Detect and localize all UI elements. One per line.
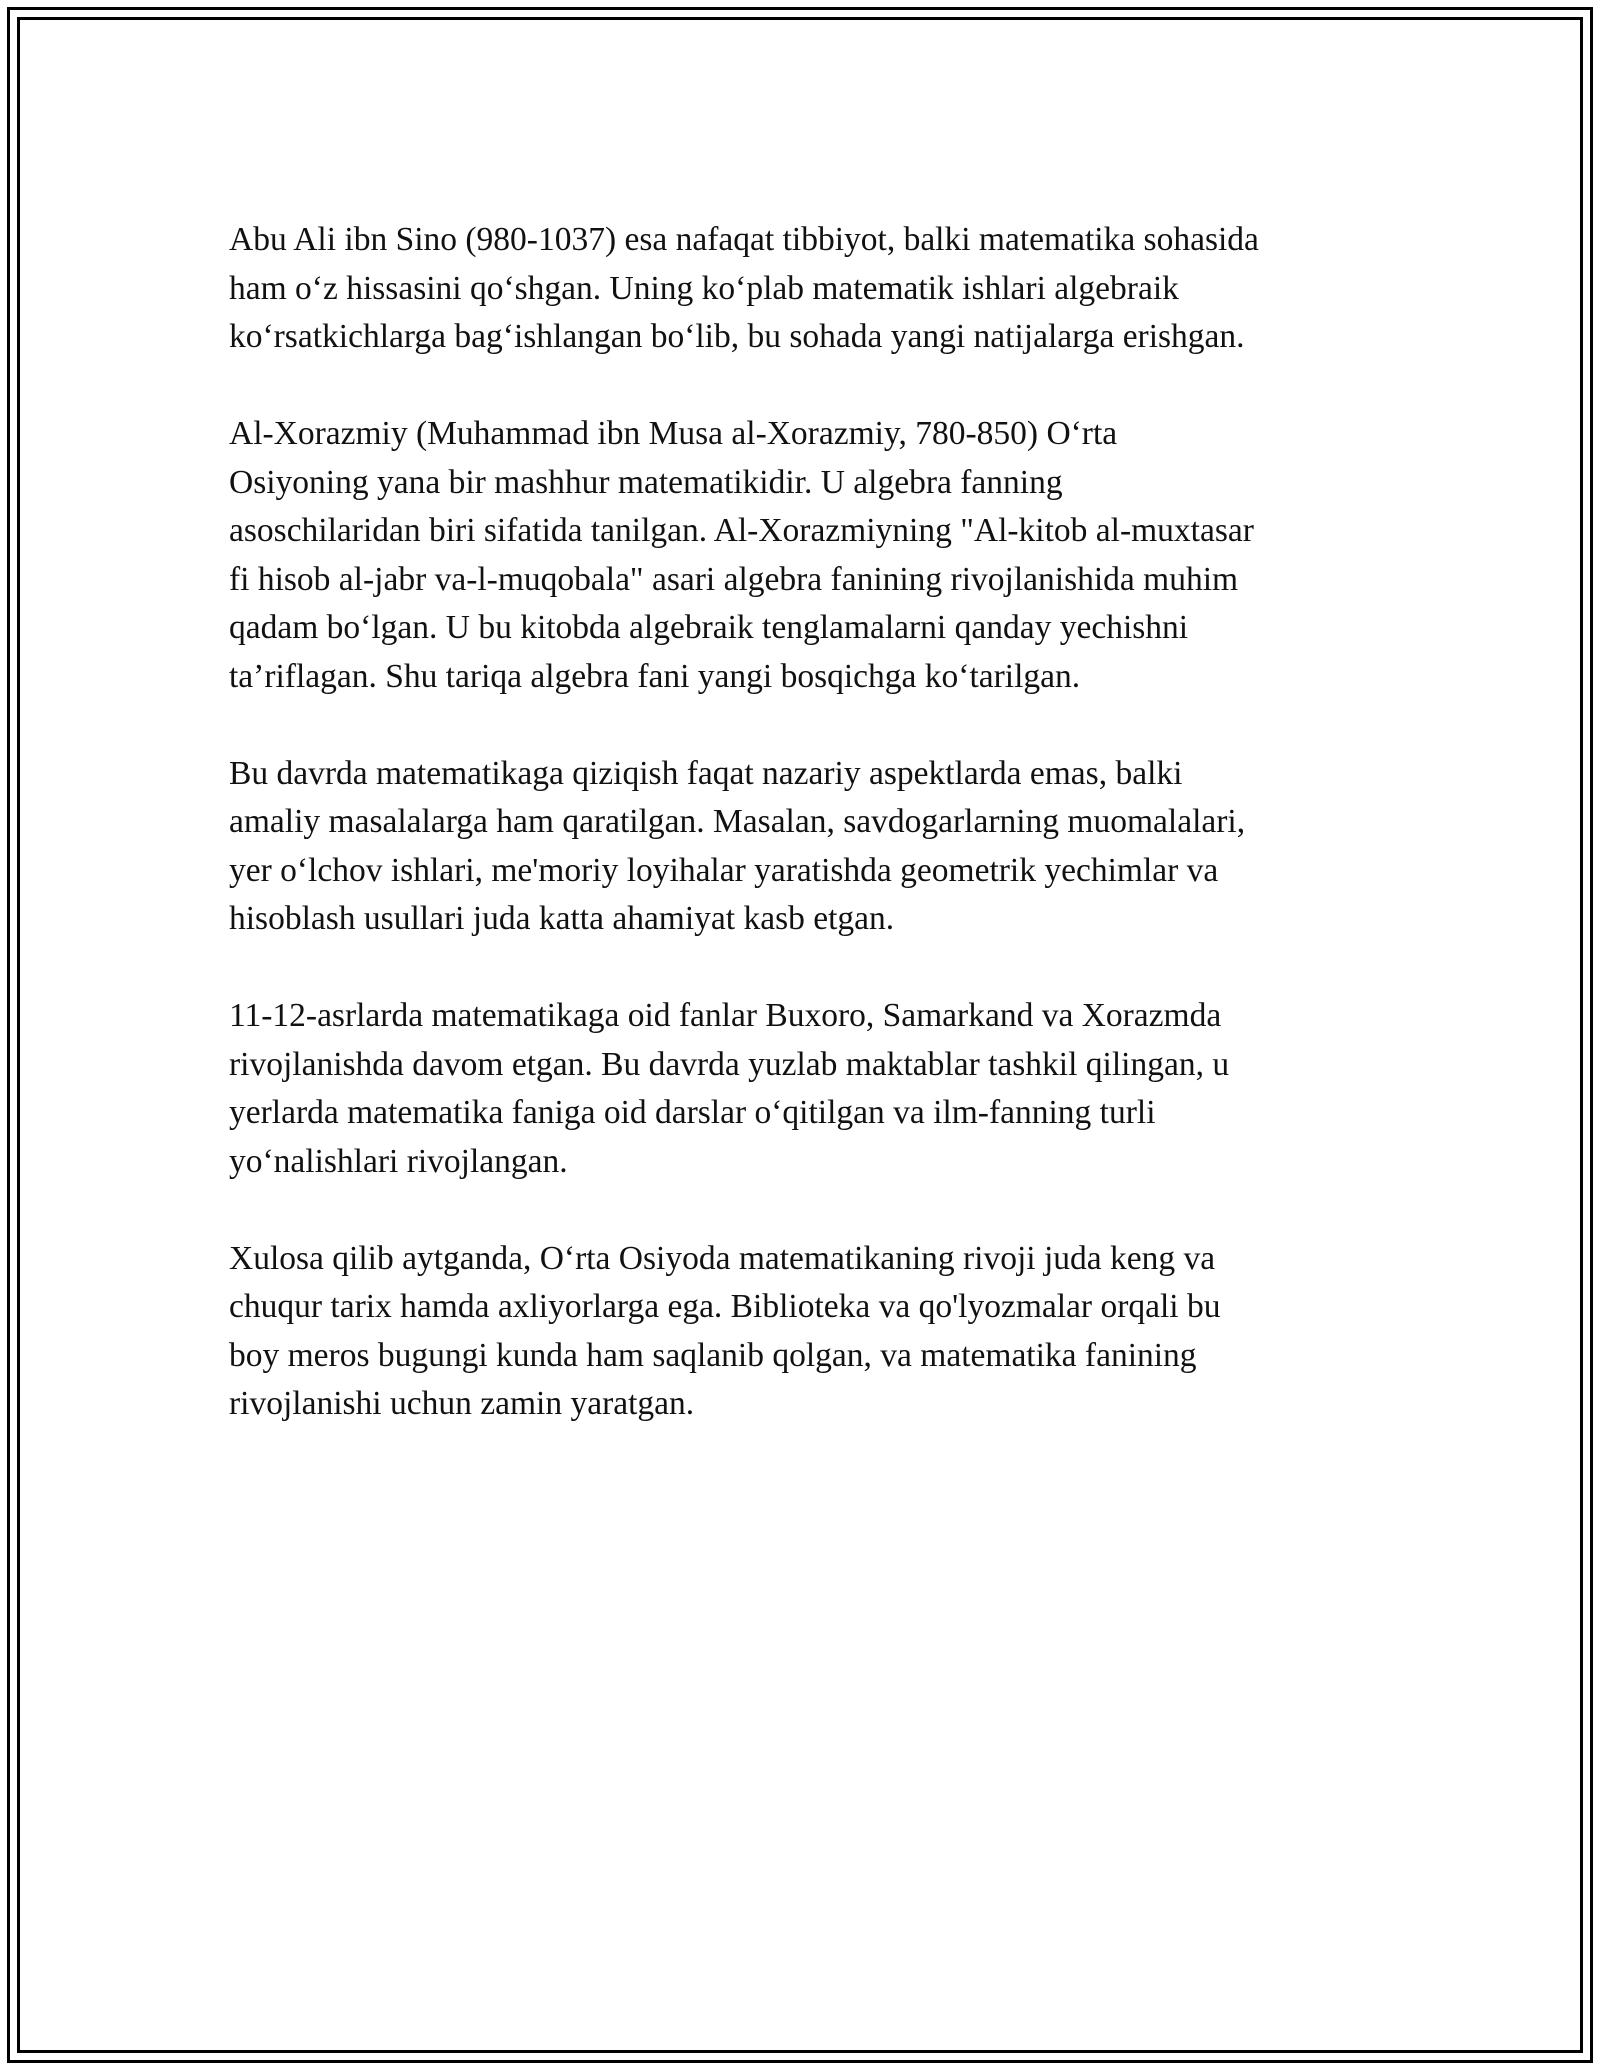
text-line: chuqur tarix hamda axliyorlarga ega. Biblioteka va qo'lyozmalar orqali bu (229, 1288, 1221, 1325)
text-line: amaliy masalalarga ham qaratilgan. Masalan, savdogarlarning muomalalari, (229, 803, 1246, 840)
paragraph-11-12-centuries (229, 992, 1379, 1186)
paragraph-al-xorazmiy (229, 410, 1379, 701)
text-line: qadam bo‘lgan. U bu kitobda algebraik tenglamalarni qanday yechishni (229, 609, 1189, 646)
text-line: Al-Xorazmiy (Muhammad ibn Musa al-Xorazmiy, 780-850) O‘rta (229, 415, 1118, 452)
text-line: yerlarda matematika faniga oid darslar o‘qitilgan va ilm-fanning turli (229, 1094, 1156, 1131)
text-line: rivojlanishda davom etgan. Bu davrda yuzlab maktablar tashkil qilingan, u (229, 1045, 1230, 1083)
document-body (229, 216, 1379, 1477)
text-line: Osiyoning yana bir mashhur matematikidir. U algebra fanning (229, 463, 1063, 501)
text-line: ham o‘z hissasini qo‘shgan. Uning ko‘plab matematik ishlari algebraik (229, 269, 1179, 307)
text-line: ta’riflagan. Shu tariqa algebra fani yangi bosqichga ko‘tarilgan. (229, 657, 1081, 695)
text-line: Xulosa qilib aytganda, O‘rta Osiyoda matematikaning rivoji juda keng va (229, 1239, 1216, 1277)
text-line: rivojlanishi uchun zamin yaratgan. (229, 1385, 695, 1422)
text-line: ko‘rsatkichlarga bag‘ishlangan bo‘lib, bu sohada yangi natijalarga erishgan. (229, 318, 1245, 355)
paragraph-conclusion (229, 1235, 1379, 1429)
paragraph-practical-mathematics (229, 750, 1379, 944)
text-line: hisoblash usullari juda katta ahamiyat kasb etgan. (229, 900, 895, 937)
text-line: Abu Ali ibn Sino (980-1037) esa nafaqat tibbiyot, balki matematika sohasida (229, 221, 1259, 258)
paragraph-ibn-sino (229, 216, 1379, 362)
text-line: fi hisob al-jabr va-l-muqobala" asari algebra fanining rivojlanishida muhim (229, 560, 1239, 598)
text-line: yer o‘lchov ishlari, me'moriy loyihalar yaratishda geometrik yechimlar va (229, 851, 1219, 889)
text-line: asoschilaridan biri sifatida tanilgan. Al-Xorazmiyning "Al-kitob al-muxtasar (229, 512, 1254, 549)
text-line: Bu davrda matematikaga qiziqish faqat nazariy aspektlarda emas, balki (229, 754, 1183, 792)
text-line: 11-12-asrlarda matematikaga oid fanlar Buxoro, Samarkand va Xorazmda (229, 997, 1222, 1034)
text-line: yo‘nalishlari rivojlangan. (229, 1142, 568, 1180)
text-line: boy meros bugungi kunda ham saqlanib qolgan, va matematika fanining (229, 1336, 1197, 1374)
